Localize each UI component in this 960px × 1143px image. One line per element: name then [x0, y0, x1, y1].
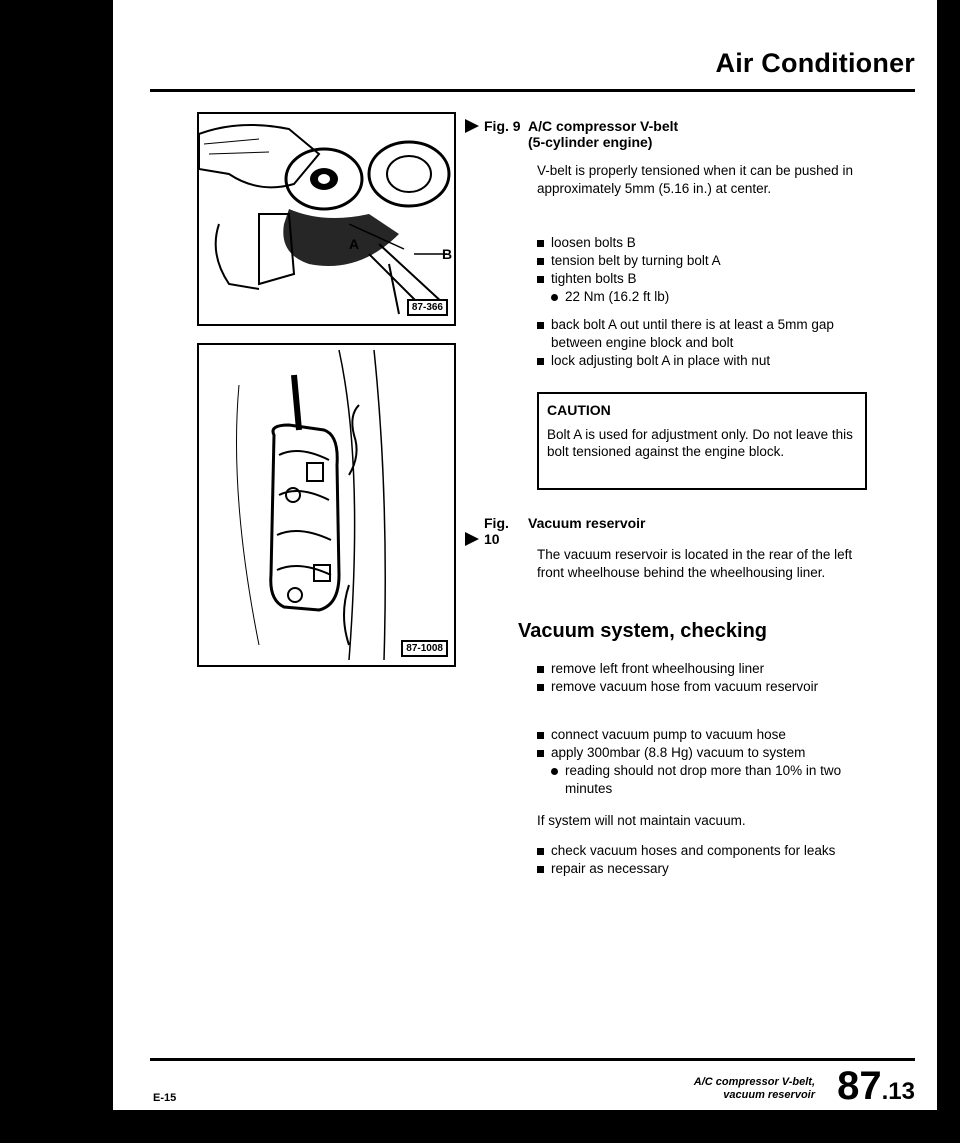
- fig10-number: Fig. 10: [484, 515, 509, 547]
- section-title: Vacuum system, checking: [518, 620, 768, 642]
- sub-note: reading should not drop more than 10% in two minutes: [537, 762, 867, 798]
- fig9-code: 87-366: [407, 299, 448, 316]
- fig9-intro: V-belt is properly tensioned when it can be pushed in approximately 5mm (5.16 in.) at center.: [537, 163, 853, 196]
- list-item: lock adjusting bolt A in place with nut: [537, 352, 867, 370]
- callout-b: B: [442, 246, 453, 262]
- list-item: connect vacuum pump to vacuum hose: [537, 726, 867, 744]
- fig9-image: [197, 112, 456, 326]
- fig10-code: 87-1008: [401, 640, 448, 657]
- list-item: remove left front wheelhousing liner: [537, 660, 867, 678]
- list-item: remove vacuum hose from vacuum reservoir: [537, 678, 867, 696]
- footer-divider: [150, 1058, 915, 1061]
- section-group3: [537, 842, 867, 878]
- footer-desc-line1: A/C compressor V-belt,: [693, 1076, 815, 1088]
- list-item: back bolt A out until there is at least a 5mm gap between engine block and bolt: [537, 316, 867, 352]
- list-item: repair as necessary: [537, 860, 867, 878]
- footer-description: [694, 1076, 815, 1102]
- fig9-number: Fig. 9: [484, 118, 521, 134]
- page-number-sub: .13: [881, 1078, 915, 1105]
- caution-box: [537, 392, 867, 490]
- footer-section-code: E-15: [153, 1092, 177, 1104]
- fig9-heading: [465, 118, 678, 150]
- if-text: If system will not maintain vacuum.: [537, 813, 746, 828]
- compressor-illustration: [199, 114, 454, 324]
- page-title: Air Conditioner: [715, 48, 915, 78]
- torque-spec: 22 Nm (16.2 ft lb): [537, 288, 867, 306]
- fig10-heading: [465, 515, 646, 547]
- footer-desc-line2: vacuum reservoir: [723, 1089, 815, 1101]
- page-number: [837, 1064, 915, 1109]
- fig9-steps1: [537, 234, 867, 306]
- arrow-right-icon: [465, 532, 479, 546]
- callout-a: A: [349, 236, 360, 252]
- fig10-title: Vacuum reservoir: [528, 515, 646, 531]
- list-item: tension belt by turning bolt A: [537, 252, 867, 270]
- manual-page: [113, 0, 937, 1110]
- fig9-title-line2: (5-cylinder engine): [528, 134, 653, 150]
- list-item: apply 300mbar (8.8 Hg) vacuum to system: [537, 744, 867, 762]
- arrow-right-icon: [465, 119, 479, 133]
- fig9-title-line1: A/C compressor V-belt: [528, 118, 679, 134]
- fig9-steps2: [537, 316, 867, 370]
- section-group1: [537, 660, 867, 696]
- vacuum-reservoir-illustration: [199, 345, 454, 665]
- section-group2: [537, 726, 867, 798]
- list-item: tighten bolts B: [537, 270, 867, 288]
- caution-text: Bolt A is used for adjustment only. Do not leave this bolt tensioned against the engine block.: [547, 427, 853, 459]
- page-number-main: 87: [837, 1064, 882, 1108]
- header-divider: [150, 89, 915, 92]
- fig10-text: The vacuum reservoir is located in the rear of the left front wheelhouse behind the wheelhousing liner.: [537, 547, 853, 580]
- list-item: loosen bolts B: [537, 234, 867, 252]
- caution-title: CAUTION: [547, 402, 611, 418]
- fig10-image: [197, 343, 456, 667]
- list-item: check vacuum hoses and components for leaks: [537, 842, 867, 860]
